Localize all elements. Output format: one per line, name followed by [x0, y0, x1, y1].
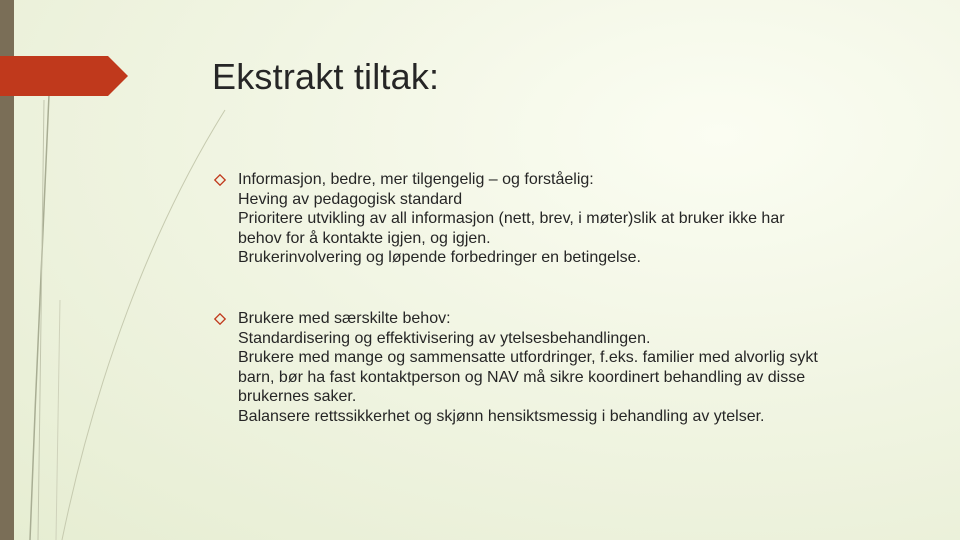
bullet-line: brukernes saker.	[238, 388, 357, 406]
bullet-list	[214, 170, 914, 468]
diamond-outline-icon	[214, 313, 226, 325]
diamond-outline-icon	[214, 174, 226, 186]
bullet-heading: Informasjon, bedre, mer tilgengelig – og forståelig:	[238, 171, 594, 188]
bullet-line: Prioritere utvikling av all informasjon (nett, brev, i møter)slik at bruker ikke har	[238, 210, 785, 228]
bullet-line: barn, bør ha fast kontaktperson og NAV må sikre koordinert behandling av disse	[238, 368, 806, 386]
slide-title: Ekstrakt tiltak:	[212, 56, 440, 97]
bullet-item	[214, 309, 914, 427]
bullet-heading: Brukere med særskilte behov:	[238, 309, 451, 327]
bullet-line: Heving av pedagogisk standard	[238, 190, 463, 208]
bullet-item	[214, 170, 914, 268]
bullet-line: Brukerinvolvering og løpende forbedringer en betingelse.	[238, 249, 641, 267]
bullet-line: Balansere rettssikkerhet og skjønn hensiktsmessig i behandling av ytelser.	[238, 407, 765, 425]
bullet-line: Brukere med mange og sammensatte utfordringer, f.eks. familier med alvorlig sykt	[238, 349, 818, 367]
title-arrow-shape	[0, 56, 128, 96]
bullet-line: behov for å kontakte igjen, og igjen.	[238, 229, 491, 247]
bullet-line: Standardisering og effektivisering av ytelsesbehandlingen.	[238, 329, 651, 347]
